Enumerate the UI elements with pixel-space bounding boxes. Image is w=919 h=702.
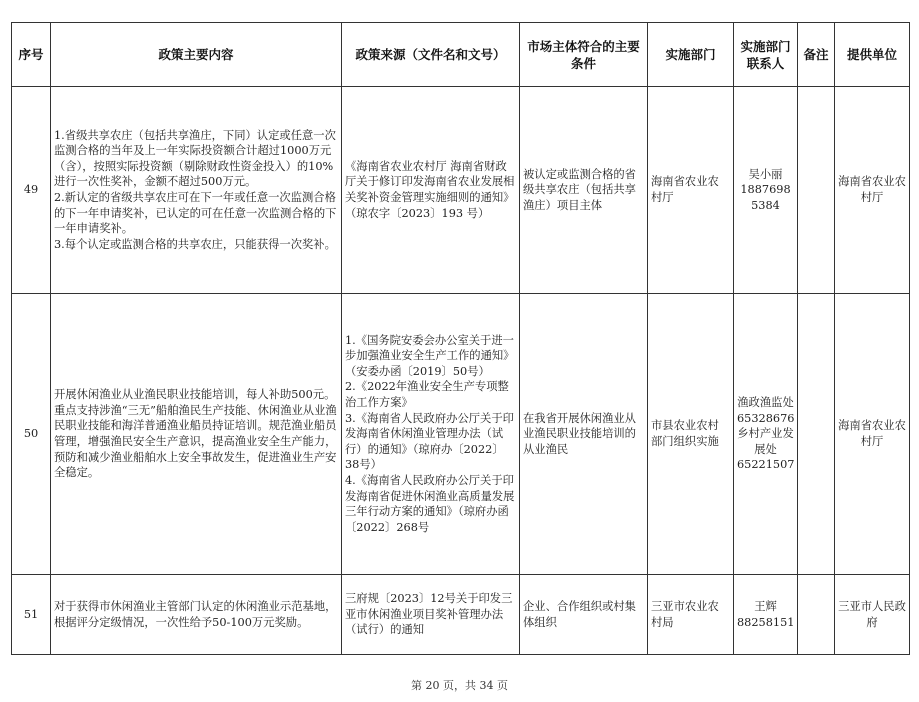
cell-content <box>51 294 342 575</box>
content-line: 3.每个认定或监测合格的共享农庄，只能获得一次奖补。 <box>54 237 336 251</box>
cell-seq: 51 <box>12 575 51 655</box>
source-line: 3.《海南省人民政府办公厅关于印发海南省休闲渔业管理办法（试行）的通知》（琼府办〔2022〕38号） <box>345 411 514 472</box>
cell-seq: 50 <box>12 294 51 575</box>
contact-line: 吴小丽 <box>748 167 783 181</box>
source-line: 1.《国务院安委会办公室关于进一步加强渔业安全生产工作的通知》（安委办函〔2019〕50号） <box>345 333 515 378</box>
content-line: 1.省级共享农庄（包括共享渔庄，下同）认定或任意一次监测合格的当年及上一年实际投资额合计超过1000万元（含），按照实际投资额（剔除财政性资金投入）的10%进行一次性奖补，金额不超过500万元。 <box>54 128 336 189</box>
source-line: 2.《2022年渔业安全生产专项整治工作方案》 <box>345 380 509 410</box>
cell-source <box>342 294 520 575</box>
header-provider: 提供单位 <box>835 23 910 87</box>
content-line: 重点支持涉渔“三无”船舶渔民生产技能、休闲渔业从业渔民职业技能和海洋普通渔业船员持证培训。规范渔业船员管理，增强渔民安全生产意识，提高渔业安全生产能力，预防和减少渔业船舶水上安全事故发生，促进渔业生产安全稳定。 <box>54 403 337 480</box>
cell-conditions: 被认定或监测合格的省级共享农庄（包括共享渔庄）项目主体 <box>520 87 648 294</box>
cell-content <box>51 575 342 655</box>
contact-line: 88258151 <box>737 615 795 629</box>
cell-remark <box>798 87 835 294</box>
cell-remark <box>798 575 835 655</box>
cell-remark <box>798 294 835 575</box>
source-line: 三府规〔2023〕12号关于印发三亚市休闲渔业项目奖补管理办法（试行）的通知 <box>345 592 513 637</box>
cell-conditions: 在我省开展休闲渔业从业渔民职业技能培训的从业渔民 <box>520 294 648 575</box>
contact-line: 18876985384 <box>740 183 791 212</box>
contact-line: 王辉 <box>754 599 777 613</box>
content-line: 2.新认定的省级共享农庄可在下一年或任意一次监测合格的下一年申请奖补，已认定的可在任意一次监测合格的下一年申请奖补。 <box>54 191 337 236</box>
header-remark: 备注 <box>798 23 835 87</box>
cell-provider: 海南省农业农村厅 <box>835 294 910 575</box>
header-source: 政策来源（文件名和文号） <box>342 23 520 87</box>
header-content: 政策主要内容 <box>51 23 342 87</box>
cell-provider: 三亚市人民政府 <box>835 575 910 655</box>
cell-dept: 市县农业农村部门组织实施 <box>648 294 734 575</box>
header-row <box>12 23 910 87</box>
table-row <box>12 294 910 575</box>
cell-contact <box>734 575 798 655</box>
header-dept: 实施部门 <box>648 23 734 87</box>
page-footer: 第 20 页，共 34 页 <box>411 679 508 692</box>
cell-provider: 海南省农业农村厅 <box>835 87 910 294</box>
contact-line: 65221507 <box>737 458 795 472</box>
contact-line: 乡村产业发展处 <box>737 427 794 456</box>
source-line: 4.《海南省人民政府办公厅关于印发海南省促进休闲渔业高质量发展三年行动方案的通知》（琼府办函〔2022〕268号 <box>345 473 515 534</box>
contact-line: 渔政渔监处 <box>737 396 794 410</box>
policy-table <box>11 22 910 655</box>
content-line: 对于获得市休闲渔业主管部门认定的休闲渔业示范基地，根据评分定级情况，一次性给予50-100万元奖励。 <box>54 599 337 629</box>
cell-contact <box>734 294 798 575</box>
header-conditions: 市场主体符合的主要条件 <box>520 23 648 87</box>
source-line: 《海南省农业农村厅 海南省财政厅关于修订印发海南省农业发展相关奖补资金管理实施细则的通知》（琼农字〔2023〕193 号） <box>345 159 515 220</box>
cell-dept: 海南省农业农村厅 <box>648 87 734 294</box>
cell-dept: 三亚市农业农村局 <box>648 575 734 655</box>
cell-seq: 49 <box>12 87 51 294</box>
header-seq: 序号 <box>12 23 51 87</box>
content-line: 开展休闲渔业从业渔民职业技能培训，每人补助500元。 <box>54 388 336 402</box>
cell-content <box>51 87 342 294</box>
cell-conditions: 企业、合作组织或村集体组织 <box>520 575 648 655</box>
contact-line: 65328676 <box>737 411 795 425</box>
table-row <box>12 575 910 655</box>
table-row <box>12 87 910 294</box>
cell-source <box>342 575 520 655</box>
cell-source <box>342 87 520 294</box>
cell-contact <box>734 87 798 294</box>
header-contact: 实施部门联系人 <box>734 23 798 87</box>
